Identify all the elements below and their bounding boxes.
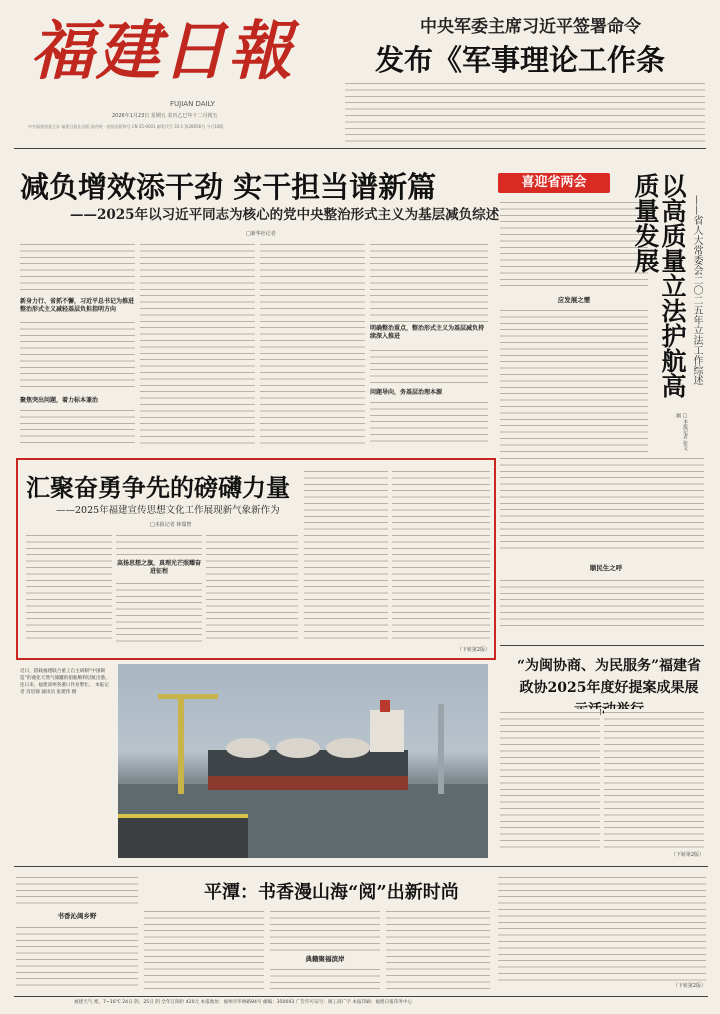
photo-crane xyxy=(438,704,444,794)
footer-text: 福建天气 寒，7~16℃ 24日 阴，25日 阴 全年订阅价 420元 本报地址：福州市华林路84号 邮编：350003 广告许可证号：闽工商广字 本报印刷：福建日报印务中心 xyxy=(74,1000,413,1005)
banner-label: 喜迎省两会 xyxy=(521,175,587,190)
lead-headline: 减负增效添干劲 实干担当谱新篇 xyxy=(20,170,437,204)
feature-column-4 xyxy=(304,468,388,644)
masthead xyxy=(0,0,720,155)
lead-subhead-2: 聚焦突出问题，着力标本兼治 xyxy=(20,397,99,404)
masthead-divider xyxy=(14,148,706,149)
bottom-column-1b xyxy=(16,924,138,990)
teaser-title-1: 中央军委主席习近平签署命令 xyxy=(420,17,641,37)
news-photo xyxy=(118,664,488,858)
banner-continued xyxy=(496,455,708,635)
banner-subhead: ——省人大常委会二〇二五年立法工作综述 xyxy=(691,195,702,385)
right-column-2 xyxy=(604,709,704,849)
banner-subhead-1: 应发展之需 xyxy=(557,296,591,304)
photo-ship-funnel xyxy=(380,700,390,712)
feature-column-1 xyxy=(26,532,112,644)
photo-ship-bridge xyxy=(370,710,404,752)
photo-ship-tank xyxy=(326,738,370,758)
lead-subhead-4: 问题导向，务基层治理本源 xyxy=(370,389,443,396)
photo-scene xyxy=(118,664,488,858)
feature-subheadline: ——2025年福建宣传思想文化工作展现新气象新作为 xyxy=(56,505,280,516)
lead-column-3 xyxy=(260,241,365,447)
photo-caption: 近日，搭载福建联合重工自主研制“中国制造”的液化天然气储罐的船舶顺利启航出港。连日来，福建漳州各港口作业繁忙。 本报记者 肖培锦 通讯员 张建伟 摄 xyxy=(20,669,110,695)
footer-rule xyxy=(14,996,708,997)
photo-crane xyxy=(178,694,184,794)
feature-column-2b xyxy=(116,580,202,644)
lead-subhead-1: 新身力行、省抓不懈，习近平总书记为推进整治形式主义减轻基层负担指明方向 xyxy=(20,298,135,313)
feature-story xyxy=(16,458,496,660)
bottom-column-4 xyxy=(386,908,490,990)
right-continued: （下转第2版） xyxy=(670,852,704,858)
bottom-headline: 平潭：书香漫山海“阅”出新时尚 xyxy=(204,882,459,903)
lead-story xyxy=(14,155,500,457)
photo-crane-arm xyxy=(158,694,218,699)
lead-column-4b xyxy=(370,347,488,385)
banner-subhead-2: 顺民生之呼 xyxy=(589,564,623,572)
photo-ship-tank xyxy=(276,738,320,758)
feature-headline: 汇聚奋勇争先的磅礴力量 xyxy=(26,473,290,502)
bottom-rule xyxy=(14,866,708,867)
photo-ship-waterline xyxy=(208,776,408,790)
masthead-small-print: 中共福建省委主办 福建日报社出版 国内统一连续出版物号 CN 35-0001 邮发代号 33-1 第28056号 今日16版 xyxy=(28,124,224,129)
bottom-continued: （下转第2版） xyxy=(672,983,706,989)
lead-byline: □新华社记者 xyxy=(246,231,276,237)
feature-column-5 xyxy=(392,468,490,644)
banner-column-1 xyxy=(500,199,648,291)
banner-column-4 xyxy=(500,577,704,629)
bottom-column-1 xyxy=(16,874,138,908)
masthead-pinyin: FUJIAN DAILY xyxy=(170,100,215,108)
bottom-column-3a xyxy=(270,908,380,952)
teaser-title-2: 发布《军事理论工作条 xyxy=(375,43,666,77)
teaser-body xyxy=(345,80,705,142)
right-column-1 xyxy=(500,709,600,849)
banner-column-3 xyxy=(500,455,704,553)
footer xyxy=(14,996,708,1010)
banner-headline: 以高质量立法护航高质量发展 xyxy=(631,173,687,398)
bottom-subhead-2: 典籍聚福滨岸 xyxy=(305,955,345,963)
bottom-column-3b xyxy=(270,966,380,990)
feature-column-2a xyxy=(116,532,202,558)
photo-quay xyxy=(118,814,248,858)
photo-caption-block xyxy=(16,664,116,864)
masthead-date: 2026年1月23日 星期五 农历乙巳年十二月初五 xyxy=(112,113,218,119)
lead-subheadline: ——2025年以习近平同志为核心的党中央整治形式主义为基层减负综述 xyxy=(70,207,500,223)
lead-subhead-3: 明确整治重点，整治形式主义为基层减负持续深入推进 xyxy=(370,325,485,340)
right-story-rule xyxy=(500,645,704,646)
banner-column-2 xyxy=(500,307,648,455)
bottom-story xyxy=(14,866,708,992)
feature-subhead-1: 高扬思想之旗，真理光芒照耀奋进征程 xyxy=(116,560,201,575)
side-banner xyxy=(496,155,708,455)
right-headline: “为闽协商、为民服务”福建省政协2025年度好提案成果展 xyxy=(516,658,702,696)
feature-column-3 xyxy=(206,532,298,644)
lead-column-4c xyxy=(370,399,488,447)
lead-column-1 xyxy=(20,241,135,295)
right-story xyxy=(496,645,708,865)
bottom-subhead-1: 书香沁闽乡野 xyxy=(57,912,97,920)
masthead-logo: 福建日報 xyxy=(30,14,294,89)
photo-quay-edge xyxy=(118,814,248,818)
lead-column-2 xyxy=(140,241,255,447)
photo-ship-tank xyxy=(226,738,270,758)
feature-byline: □本报记者 林瑞智 xyxy=(150,522,192,528)
lead-column-1b xyxy=(20,319,135,391)
bottom-column-2 xyxy=(144,908,264,990)
lead-column-1c xyxy=(20,407,135,447)
feature-continued: （下转第2版） xyxy=(456,647,490,653)
bottom-column-5 xyxy=(498,874,706,982)
lead-column-4 xyxy=(370,241,488,323)
banner-byline: □本报记者 张文炯 xyxy=(675,413,688,451)
